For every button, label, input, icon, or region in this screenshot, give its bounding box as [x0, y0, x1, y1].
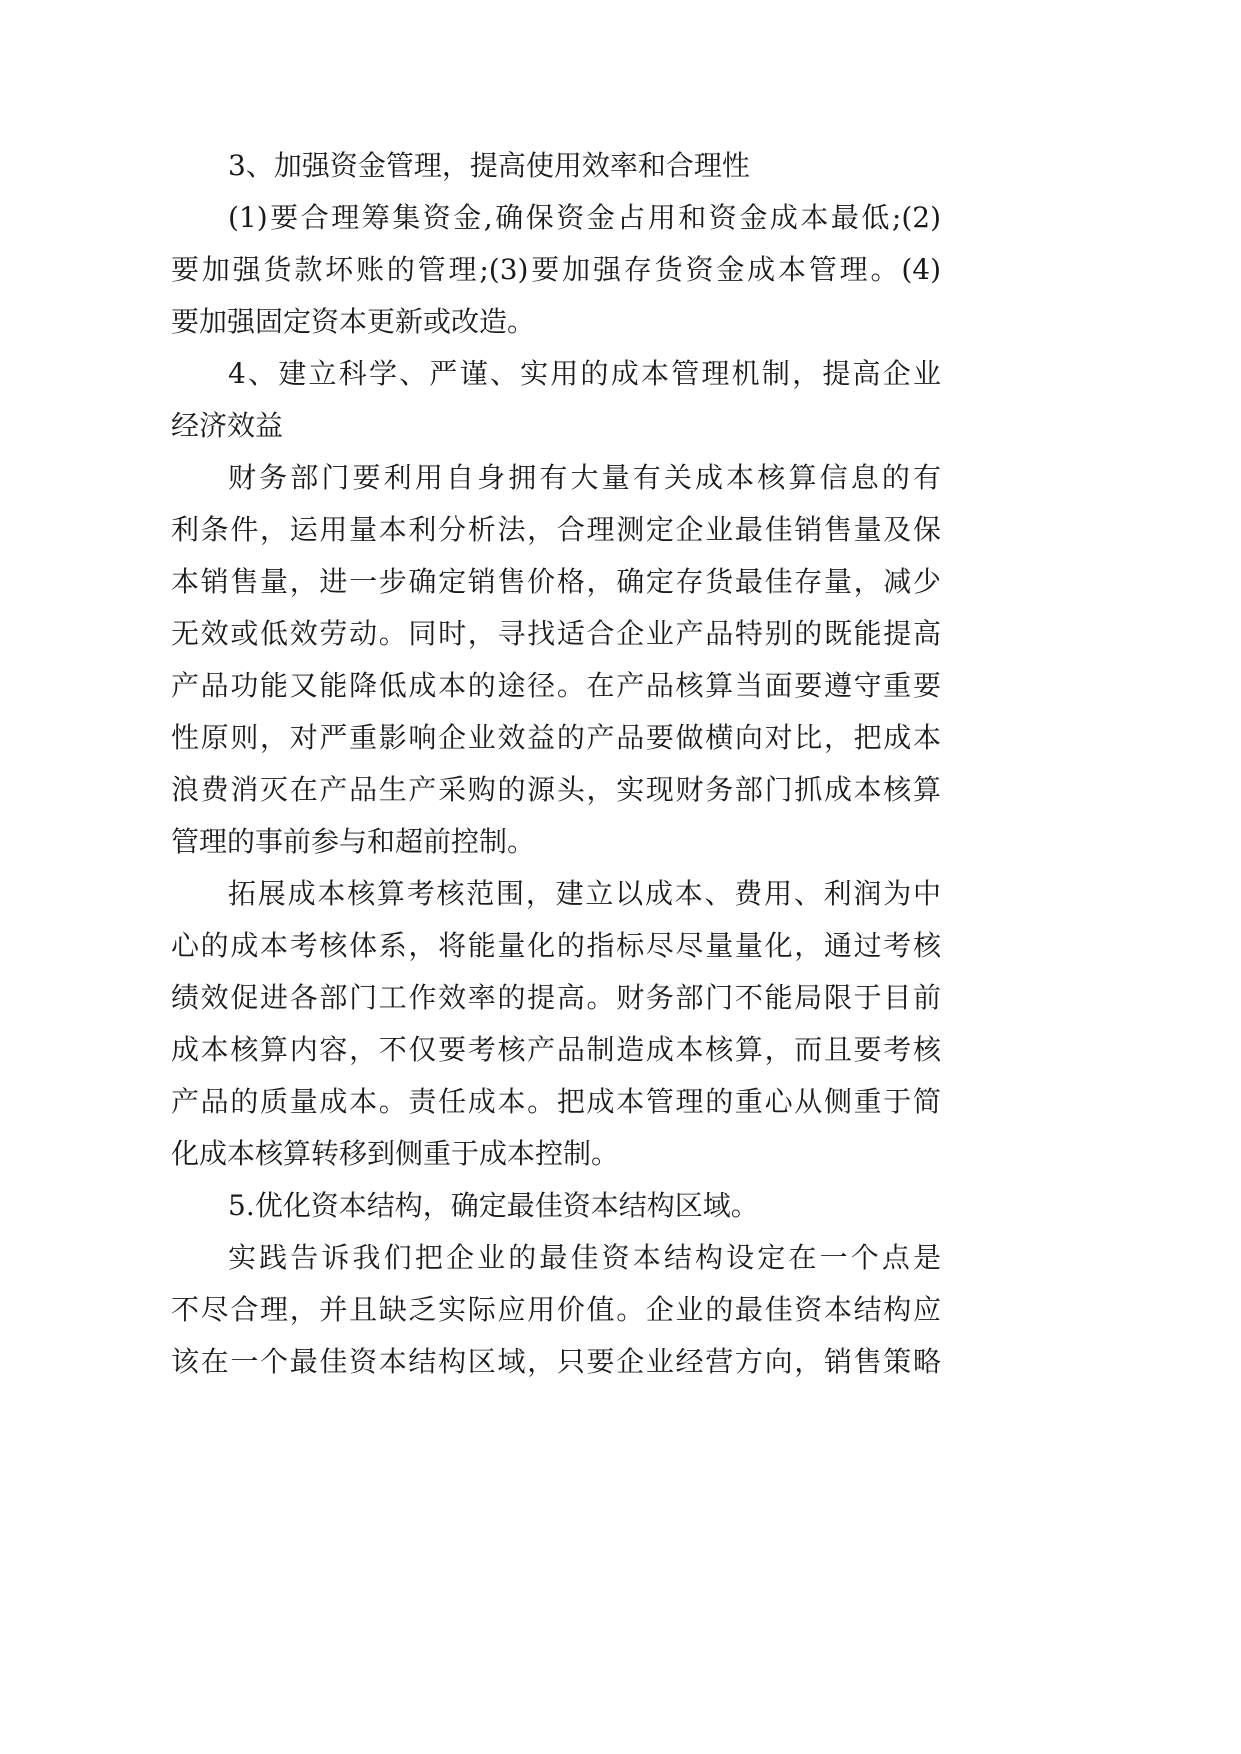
paragraph-line: 性原则，对严重影响企业效益的产品要做横向对比，把成本 — [171, 721, 941, 754]
paragraph-line: 心的成本考核体系，将能量化的指标尽尽量量化，通过考核 — [171, 929, 941, 962]
paragraph-line: 要加强固定资本更新或改造。 — [171, 305, 536, 338]
section-heading-3: 3、加强资金管理，提高使用效率和合理性 — [228, 149, 750, 182]
paragraph-line: 实践告诉我们把企业的最佳资本结构设定在一个点是 — [228, 1241, 941, 1274]
paragraph-line: 浪费消灭在产品生产采购的源头，实现财务部门抓成本核算 — [171, 773, 941, 806]
paragraph-line: 该在一个最佳资本结构区域，只要企业经营方向，销售策略 — [171, 1345, 941, 1378]
paragraph-line: 本销售量，进一步确定销售价格，确定存货最佳存量，减少 — [171, 565, 941, 598]
paragraph-line: 化成本核算转移到侧重于成本控制。 — [171, 1137, 620, 1170]
paragraph-line: 利条件，运用量本利分析法，合理测定企业最佳销售量及保 — [171, 513, 941, 546]
paragraph-line: 产品的质量成本。责任成本。把成本管理的重心从侧重于简 — [171, 1085, 941, 1118]
paragraph-line: 拓展成本核算考核范围，建立以成本、费用、利润为中 — [228, 877, 941, 910]
section-heading-4-cont: 经济效益 — [171, 409, 284, 442]
paragraph-line: 管理的事前参与和超前控制。 — [171, 825, 536, 858]
paragraph-line: (1)要合理筹集资金,确保资金占用和资金成本最低;(2) — [228, 201, 941, 234]
paragraph-line: 要加强货款坏账的管理;(3)要加强存货资金成本管理。(4) — [171, 253, 941, 286]
paragraph-line: 无效或低效劳动。同时，寻找适合企业产品特别的既能提高 — [171, 617, 941, 650]
paragraph-line: 绩效促进各部门工作效率的提高。财务部门不能局限于目前 — [171, 981, 941, 1014]
paragraph-line: 不尽合理，并且缺乏实际应用价值。企业的最佳资本结构应 — [171, 1293, 941, 1326]
section-heading-4: 4、建立科学、严谨、实用的成本管理机制，提高企业 — [228, 357, 941, 390]
paragraph-line: 财务部门要利用自身拥有大量有关成本核算信息的有 — [228, 461, 941, 494]
paragraph-line: 产品功能又能降低成本的途径。在产品核算当面要遵守重要 — [171, 669, 941, 702]
paragraph-line: 成本核算内容，不仅要考核产品制造成本核算，而且要考核 — [171, 1033, 941, 1066]
section-heading-5: 5.优化资本结构，确定最佳资本结构区域。 — [228, 1189, 759, 1222]
